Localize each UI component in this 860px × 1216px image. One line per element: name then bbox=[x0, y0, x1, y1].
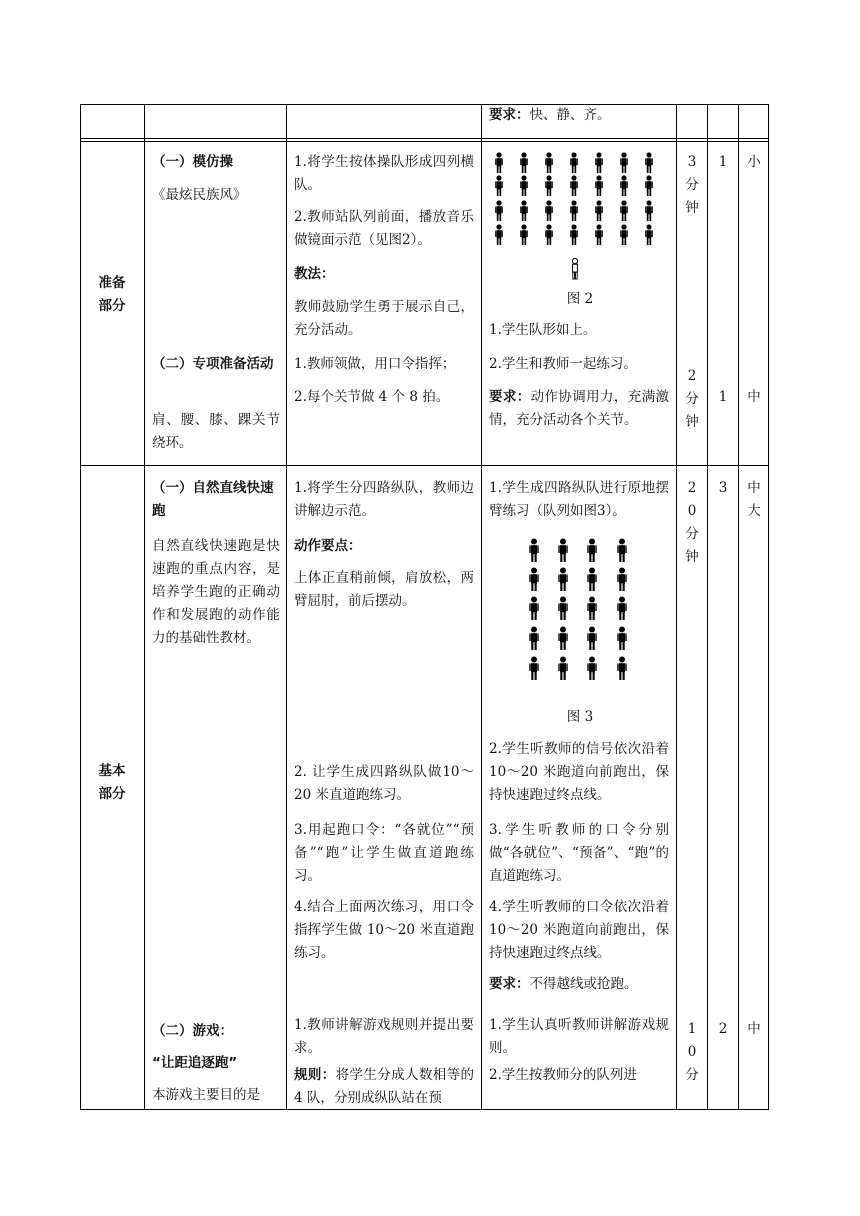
prep-student-1: 1.学生队形如上。 bbox=[489, 322, 597, 338]
prep-method-text: 教师鼓励学生勇于展示自己，充分活动。 bbox=[294, 299, 474, 338]
prep-part1-times: 1 bbox=[718, 154, 728, 170]
basic-part2-content: 本游戏主要目的是 bbox=[152, 1087, 260, 1103]
rule-label: 规则： bbox=[294, 1067, 336, 1083]
basic-part2-times: 2 bbox=[718, 1021, 728, 1037]
requirement-label: 要求： bbox=[489, 107, 530, 123]
basic-part2-intensity: 中 bbox=[747, 1021, 761, 1037]
basic-part1-requirement bbox=[489, 973, 669, 996]
formation-figure-2 bbox=[490, 148, 670, 293]
prep-method-label: 教法： bbox=[294, 266, 335, 282]
grid-line bbox=[80, 138, 769, 139]
grid-line bbox=[144, 104, 145, 1110]
grid-line bbox=[481, 104, 482, 1110]
basic-part2-title-1: （二）游戏： bbox=[152, 1023, 233, 1039]
prep-part2-teacher-2: 2.每个关节做 4 个 8 拍。 bbox=[294, 389, 450, 405]
prep-student-2: 2.学生和教师一起练习。 bbox=[489, 356, 637, 372]
prep-part1-teacher-2: 2.教师站队列前面，播放音乐做镜面示范（见图2）。 bbox=[294, 209, 474, 248]
requirement-text: 快、静、齐。 bbox=[529, 107, 611, 123]
top-requirement bbox=[489, 104, 669, 127]
grid-line bbox=[80, 141, 769, 142]
basic-part1-title: （一）自然直线快速跑 bbox=[152, 480, 274, 519]
basic-part1-intensity: 中 大 bbox=[747, 480, 761, 519]
figure-3-caption: 图 3 bbox=[566, 709, 594, 725]
basic-part2-student-2: 2.学生按教师分的队列进 bbox=[489, 1067, 637, 1083]
prep-part2-content: 肩、腰、膝、踝关节绕环。 bbox=[152, 412, 280, 451]
prep-part1-title: （一）模仿操 bbox=[152, 154, 233, 170]
basic-teacher-1: 1.将学生分四路纵队，教师边讲解边示范。 bbox=[294, 480, 474, 519]
grid-line bbox=[286, 104, 287, 1110]
basic-student-2: 2.学生听教师的信号依次沿着 10～20 米跑道向前跑出，保持快速跑过终点线。 bbox=[489, 741, 669, 803]
basic-key-label: 动作要点： bbox=[294, 538, 362, 554]
basic-key-text: 上体正直稍前倾，肩放松，两臂屈肘，前后摆动。 bbox=[294, 570, 474, 609]
prep-part2-times: 1 bbox=[718, 389, 728, 405]
prep-part1-intensity: 小 bbox=[747, 154, 761, 170]
prep-part2-time: 2 分 钟 bbox=[685, 368, 699, 430]
prep-part1-subtitle: 《最炫民族风》 bbox=[152, 187, 247, 203]
prep-part2-teacher-1: 1.教师领做，用口令指挥； bbox=[294, 356, 456, 372]
grid-line bbox=[80, 104, 81, 1110]
grid-line bbox=[768, 104, 769, 1110]
grid-line bbox=[707, 104, 708, 1110]
grid-line bbox=[738, 104, 739, 1110]
prep-part1-time: 3 分 钟 bbox=[685, 154, 699, 216]
basic-student-1: 1.学生成四路纵队进行原地摆臂练习（队列如图3）。 bbox=[489, 480, 669, 519]
requirement-text: 动作协调用力，充满激情，充分活动各个关节。 bbox=[489, 389, 669, 428]
section-label-basic: 基本 部分 bbox=[98, 763, 126, 802]
basic-part2-student-1: 1.学生认真听教师讲解游戏规则。 bbox=[489, 1017, 669, 1056]
basic-part2-teacher-1: 1.教师讲解游戏规则并提出要求。 bbox=[294, 1017, 474, 1056]
requirement-text: 不得越线或抢跑。 bbox=[529, 976, 638, 992]
teacher-icon bbox=[572, 258, 577, 279]
basic-part1-time: 2 0 分 钟 bbox=[685, 480, 699, 565]
section-label-prep: 准备 部分 bbox=[98, 275, 126, 314]
basic-part2-title-2: “让距追逐跑” bbox=[152, 1055, 238, 1071]
prep-part2-requirement bbox=[489, 386, 669, 432]
student-icons-fig2 bbox=[495, 152, 653, 245]
basic-student-4: 4.学生听教师的口令依次沿着 10～20 米跑道向前跑出，保持快速跑过终点线。 bbox=[489, 899, 669, 961]
formation-figure-3 bbox=[525, 536, 635, 684]
basic-teacher-3: 3.用起跑口令：“各就位”“预备”“跑”让学生做直道跑练习。 bbox=[294, 822, 474, 884]
prep-part1-teacher-1: 1.将学生按体操队形成四列横队。 bbox=[294, 154, 474, 193]
basic-student-3: 3.学生听教师的口令分别做“各就位”、“预备”、“跑”的直道跑练习。 bbox=[489, 822, 669, 884]
rule-text: 将学生分成人数相等的 4 队，分别成纵队站在预 bbox=[294, 1067, 474, 1106]
basic-part1-content: 自然直线快速跑是快速跑的重点内容，是培养学生跑的正确动作和发展跑的动作能力的基础性教材。 bbox=[152, 538, 280, 646]
figure-2-caption: 图 2 bbox=[566, 291, 594, 307]
basic-part2-time: 1 0 分 bbox=[685, 1021, 699, 1083]
basic-part1-times: 3 bbox=[718, 480, 728, 496]
prep-part2-intensity: 中 bbox=[747, 389, 761, 405]
basic-teacher-4: 4.结合上面两次练习，用口令指挥学生做 10～20 米直道跑练习。 bbox=[294, 899, 474, 961]
requirement-label: 要求： bbox=[489, 976, 530, 992]
prep-part2-title: （二）专项准备活动 bbox=[152, 356, 274, 372]
grid-line bbox=[80, 465, 769, 466]
basic-teacher-2: 2. 让学生成四路纵队做10～20 米直道跑练习。 bbox=[294, 764, 474, 803]
grid-line bbox=[676, 104, 677, 1110]
student-icons-fig3 bbox=[529, 539, 626, 681]
basic-part2-rule bbox=[294, 1064, 474, 1110]
requirement-label: 要求： bbox=[489, 389, 531, 405]
